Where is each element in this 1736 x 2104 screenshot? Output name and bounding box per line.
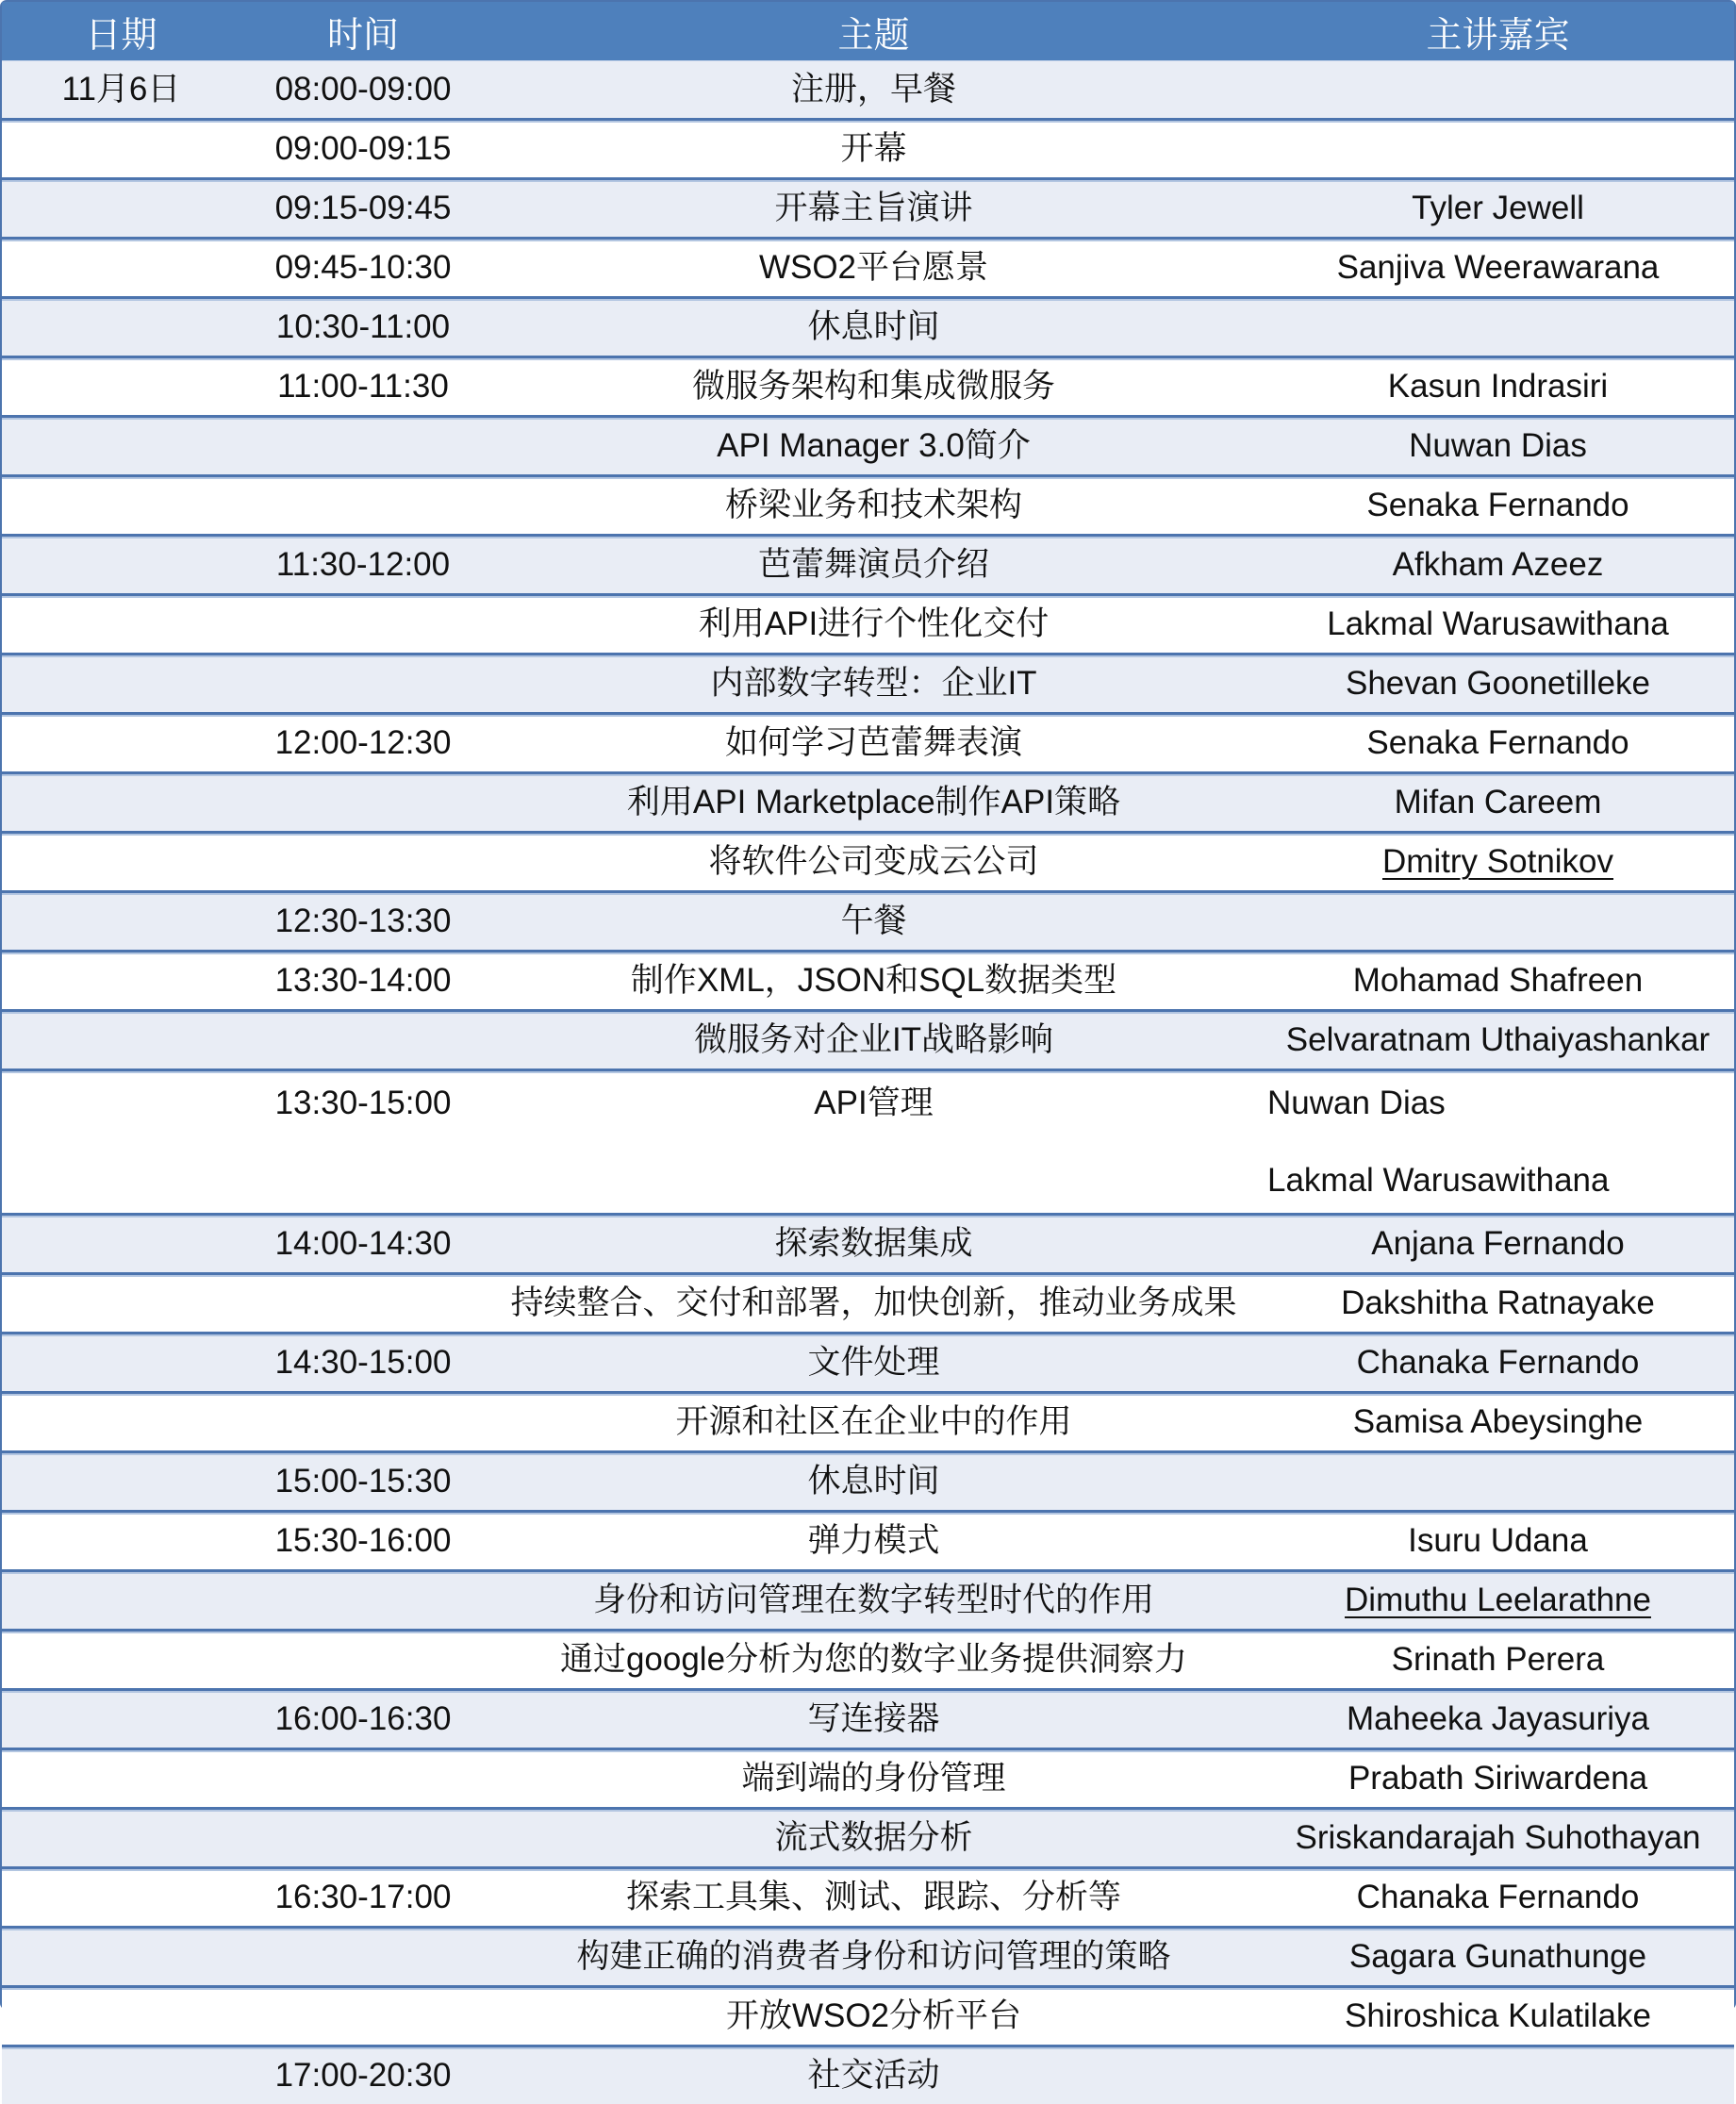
cell-speaker	[1262, 1929, 1734, 1985]
cell-time: 12:30-13:30	[274, 903, 452, 940]
table-row	[2, 356, 1734, 415]
cell-date	[2, 477, 240, 534]
cell-speaker	[1262, 1513, 1734, 1569]
table-row	[2, 60, 1734, 118]
cell-speaker	[1262, 1750, 1734, 1807]
cell-time: 09:00-09:15	[274, 130, 452, 168]
cell-time: 13:30-14:00	[274, 962, 452, 1000]
cell-time	[240, 1929, 486, 1985]
cell-date	[2, 1572, 240, 1629]
speaker-name: Nuwan Dias	[1409, 427, 1587, 465]
cell-topic: 休息时间	[807, 1463, 940, 1500]
speaker-name: Isuru Udana	[1408, 1522, 1588, 1560]
cell-date	[2, 1750, 240, 1807]
cell-time	[240, 1275, 486, 1332]
speaker-name: Prabath Siriwardena	[1347, 1760, 1648, 1798]
cell-date	[2, 2047, 240, 2104]
cell-topic: 午餐	[840, 903, 907, 940]
cell-date	[2, 655, 240, 712]
cell-date	[2, 1691, 240, 1748]
cell-topic: 探索工具集、测试、跟踪、分析等	[625, 1879, 1121, 1916]
cell-topic: 开幕主旨演讲	[774, 190, 973, 227]
cell-topic: 流式数据分析	[774, 1819, 973, 1857]
speaker-name: Sagara Gunathunge	[1348, 1938, 1647, 1976]
cell-time: 09:45-10:30	[274, 249, 452, 287]
table-row	[2, 1926, 1734, 1985]
column-header-time: 时间	[326, 15, 399, 56]
cell-time: 14:00-14:30	[274, 1225, 452, 1263]
table-row	[2, 1629, 1734, 1688]
cell-topic: 开幕	[840, 130, 907, 168]
speaker-name: Anjana Fernando	[1371, 1225, 1625, 1263]
table-row	[2, 1985, 1734, 2045]
cell-time: 11:00-11:30	[277, 368, 449, 406]
speaker-name: Dakshitha Ratnayake	[1341, 1284, 1655, 1322]
table-row	[2, 534, 1734, 593]
table-row	[2, 474, 1734, 534]
cell-date	[2, 596, 240, 653]
cell-topic: 写连接器	[807, 1700, 940, 1738]
cell-time: 13:30-15:00	[274, 1085, 452, 1121]
cell-time: 15:30-16:00	[274, 1522, 452, 1560]
cell-time: 15:00-15:30	[274, 1463, 452, 1500]
cell-date	[2, 180, 240, 237]
cell-time	[240, 418, 486, 474]
table-row	[2, 653, 1734, 712]
cell-topic: 开放WSO2分析平台	[725, 1997, 1022, 2035]
cell-topic: 如何学习芭蕾舞表演	[724, 724, 1022, 762]
cell-time: 14:30-15:00	[274, 1344, 452, 1382]
cell-speaker	[1262, 715, 1734, 771]
cell-topic: 休息时间	[807, 308, 940, 346]
cell-topic: 通过google分析为您的数字业务提供洞察力	[559, 1641, 1188, 1679]
speaker-name-secondary: Lakmal Warusawithana	[1267, 1162, 1610, 1200]
cell-time: 17:00-20:30	[274, 2057, 452, 2095]
table-row	[2, 712, 1734, 771]
cell-date	[2, 1929, 240, 1985]
table-row	[2, 1272, 1734, 1332]
cell-date	[2, 715, 240, 771]
speaker-name: Kasun Indrasiri	[1387, 368, 1609, 406]
cell-speaker	[1262, 180, 1734, 237]
cell-date	[2, 1632, 240, 1688]
cell-topic: 注册，早餐	[790, 71, 956, 108]
cell-speaker	[1262, 1216, 1734, 1272]
cell-speaker	[1262, 358, 1734, 415]
cell-speaker	[1262, 1632, 1734, 1688]
table-row	[2, 1748, 1734, 1807]
cell-speaker	[1262, 1988, 1734, 2045]
speaker-name: Shevan Goonetilleke	[1346, 665, 1650, 703]
cell-date	[2, 1071, 240, 1213]
cell-speaker	[1262, 834, 1734, 890]
cell-date	[2, 537, 240, 593]
cell-topic: 端到端的身份管理	[741, 1760, 1006, 1798]
speaker-name: Afkham Azeez	[1392, 546, 1604, 584]
cell-topic: 微服务架构和集成微服务	[691, 368, 1055, 406]
table-header	[2, 2, 1734, 60]
table-row	[2, 950, 1734, 1009]
cell-time	[240, 1394, 486, 1450]
cell-topic: 芭蕾舞演员介绍	[757, 546, 989, 584]
speaker-name: Maheeka Jayasuriya	[1347, 1700, 1649, 1738]
cell-time	[240, 1572, 486, 1629]
cell-date	[2, 1275, 240, 1332]
column-header-date: 日期	[85, 15, 157, 56]
table-row	[2, 1866, 1734, 1926]
cell-date	[2, 240, 240, 296]
table-row	[2, 1213, 1734, 1272]
cell-date	[2, 1513, 240, 1569]
cell-date	[2, 774, 240, 831]
table-row	[2, 890, 1734, 950]
cell-time: 16:00-16:30	[274, 1700, 452, 1738]
cell-topic: 持续整合、交付和部署，加快创新，推动业务成果	[510, 1284, 1237, 1322]
speaker-name: Samisa Abeysinghe	[1352, 1403, 1644, 1441]
cell-topic: 利用API Marketplace制作API策略	[626, 784, 1121, 821]
cell-time	[240, 1012, 486, 1069]
cell-topic: 弹力模式	[807, 1522, 940, 1560]
cell-date: 11月6日	[61, 71, 181, 108]
cell-topic: API管理	[814, 1085, 934, 1121]
cell-date	[2, 418, 240, 474]
cell-speaker	[1262, 418, 1734, 474]
cell-time: 08:00-09:00	[274, 71, 452, 108]
cell-speaker	[1262, 1071, 1734, 1213]
cell-speaker	[1262, 537, 1734, 593]
cell-time: 11:30-12:00	[275, 546, 451, 584]
table-row	[2, 1332, 1734, 1391]
cell-time	[240, 1810, 486, 1866]
cell-speaker	[1262, 774, 1734, 831]
table-row	[2, 831, 1734, 890]
table-row	[2, 1009, 1734, 1069]
cell-time	[240, 774, 486, 831]
cell-time	[240, 1750, 486, 1807]
speaker-name: Lakmal Warusawithana	[1327, 605, 1669, 643]
cell-speaker	[1262, 1394, 1734, 1450]
speaker-name: Selvaratnam Uthaiyashankar	[1285, 1021, 1711, 1059]
cell-date	[2, 834, 240, 890]
cell-speaker	[1262, 1810, 1734, 1866]
cell-speaker	[1262, 121, 1734, 177]
speaker-name: Sanjiva Weerawarana	[1336, 249, 1660, 287]
cell-speaker	[1262, 953, 1734, 1009]
cell-speaker	[1262, 655, 1734, 712]
table-row	[2, 1069, 1734, 1213]
cell-time	[240, 596, 486, 653]
cell-time	[240, 477, 486, 534]
speaker-name: Shiroshica Kulatilake	[1345, 1997, 1651, 2035]
cell-topic: 微服务对企业IT战略影响	[693, 1021, 1054, 1059]
cell-topic: 社交活动	[807, 2057, 940, 2095]
cell-time	[240, 655, 486, 712]
cell-topic: 文件处理	[807, 1344, 940, 1382]
column-header-topic: 主题	[837, 15, 910, 56]
cell-date	[2, 1869, 240, 1926]
table-row	[2, 296, 1734, 356]
cell-date	[2, 1334, 240, 1391]
cell-topic: 桥梁业务和技术架构	[724, 487, 1022, 524]
table-row	[2, 1569, 1734, 1629]
cell-topic: 探索数据集成	[774, 1225, 973, 1263]
speaker-name: Srinath Perera	[1391, 1641, 1605, 1679]
speaker-name: Senaka Fernando	[1366, 487, 1629, 524]
cell-time	[240, 1632, 486, 1688]
cell-speaker	[1262, 596, 1734, 653]
table-row	[2, 237, 1734, 296]
table-row	[2, 1510, 1734, 1569]
cell-topic: 构建正确的消费者身份和访问管理的策略	[576, 1938, 1171, 1976]
speaker-name: Senaka Fernando	[1366, 724, 1629, 762]
speaker-name[interactable]: Dmitry Sotnikov	[1381, 843, 1614, 881]
table-row	[2, 593, 1734, 653]
cell-time: 16:30-17:00	[274, 1879, 452, 1916]
cell-topic: API Manager 3.0简介	[717, 427, 1031, 465]
cell-speaker	[1262, 240, 1734, 296]
cell-speaker	[1262, 1012, 1734, 1069]
cell-date	[2, 1394, 240, 1450]
table-row	[2, 2045, 1734, 2104]
cell-date	[2, 1988, 240, 2045]
cell-speaker	[1262, 893, 1734, 950]
cell-date	[2, 1012, 240, 1069]
cell-speaker	[1262, 2047, 1734, 2104]
cell-time: 09:15-09:45	[274, 190, 452, 227]
cell-speaker	[1262, 1691, 1734, 1748]
table-row	[2, 771, 1734, 831]
cell-date	[2, 121, 240, 177]
cell-topic: 身份和访问管理在数字转型时代的作用	[592, 1582, 1154, 1619]
cell-speaker	[1262, 1275, 1734, 1332]
cell-topic: 开源和社区在企业中的作用	[675, 1403, 1072, 1441]
cell-date	[2, 358, 240, 415]
schedule-body	[2, 60, 1734, 2104]
cell-time	[240, 834, 486, 890]
cell-time: 10:30-11:00	[275, 308, 451, 346]
cell-topic: 利用API进行个性化交付	[698, 605, 1050, 643]
cell-time: 12:00-12:30	[274, 724, 452, 762]
table-row	[2, 415, 1734, 474]
cell-date	[2, 893, 240, 950]
cell-date	[2, 1216, 240, 1272]
cell-time	[240, 1988, 486, 2045]
table-row	[2, 1688, 1734, 1748]
cell-date	[2, 1810, 240, 1866]
cell-speaker	[1262, 477, 1734, 534]
speaker-name: Mohamad Shafreen	[1352, 962, 1644, 1000]
cell-speaker	[1262, 1572, 1734, 1629]
cell-speaker	[1262, 61, 1734, 118]
speaker-name: Nuwan Dias	[1267, 1085, 1446, 1121]
cell-topic: WSO2平台愿景	[758, 249, 989, 287]
speaker-name[interactable]: Dimuthu Leelarathne	[1345, 1582, 1651, 1619]
table-row	[2, 177, 1734, 237]
speaker-name: Mifan Careem	[1394, 784, 1602, 821]
cell-speaker	[1262, 1869, 1734, 1926]
speaker-name: Chanaka Fernando	[1356, 1344, 1640, 1382]
cell-speaker	[1262, 1334, 1734, 1391]
cell-date	[2, 1453, 240, 1510]
column-header-speaker: 主讲嘉宾	[1426, 15, 1570, 56]
speaker-name: Sriskandarajah Suhothayan	[1295, 1819, 1701, 1857]
cell-topic: 制作XML，JSON和SQL数据类型	[630, 962, 1117, 1000]
table-row	[2, 1807, 1734, 1866]
cell-date	[2, 299, 240, 356]
cell-topic: 内部数字转型：企业IT	[710, 665, 1037, 703]
table-row	[2, 118, 1734, 177]
speaker-name: Chanaka Fernando	[1356, 1879, 1640, 1916]
cell-speaker	[1262, 299, 1734, 356]
table-row	[2, 1450, 1734, 1510]
cell-topic: 将软件公司变成云公司	[708, 843, 1039, 881]
cell-date	[2, 953, 240, 1009]
cell-speaker	[1262, 1453, 1734, 1510]
speaker-name: Tyler Jewell	[1412, 190, 1584, 227]
table-row	[2, 1391, 1734, 1450]
